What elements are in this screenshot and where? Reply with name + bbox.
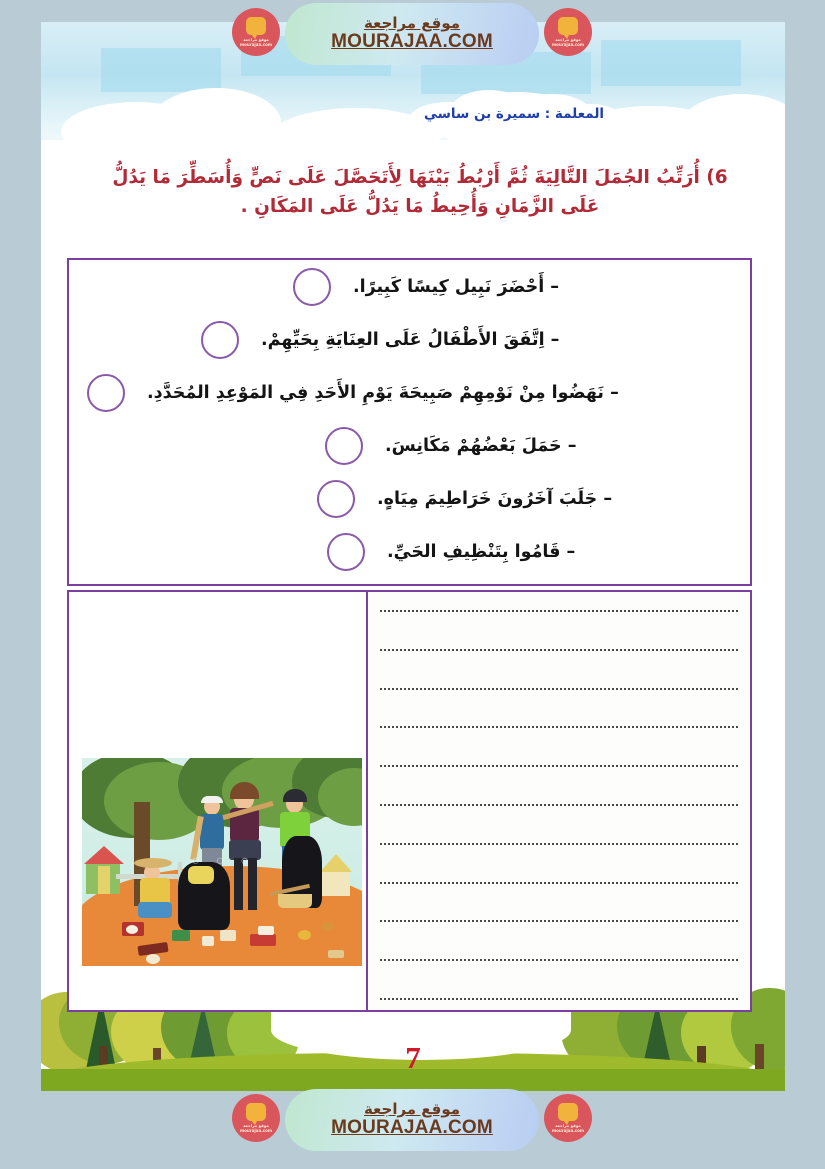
watermark-domain-label: MOURAJAA.COM <box>331 1117 493 1139</box>
order-circle[interactable] <box>317 480 355 518</box>
cleanup-illustration-image <box>82 758 362 966</box>
logo-line-2: mourajaa.com <box>552 1128 585 1133</box>
logo-line-2: mourajaa.com <box>240 1128 273 1133</box>
writing-line[interactable] <box>380 882 738 884</box>
logo-line-2: mourajaa.com <box>240 42 273 47</box>
illustration-panel <box>67 590 366 1012</box>
sentence-row <box>69 260 750 313</box>
sentence-row <box>69 472 750 525</box>
order-circle[interactable] <box>327 533 365 571</box>
order-circle[interactable] <box>325 427 363 465</box>
page-number: 7 <box>405 1040 421 1075</box>
watermark-pill <box>285 1089 539 1151</box>
sentence-row <box>69 313 750 366</box>
instruction-line-2: عَلَى الزَّمَانِ وَأُحِيطُ مَا يَدُلُّ عَلَى المَكَانِ . <box>240 195 600 217</box>
speech-bubble-icon <box>246 17 266 35</box>
writing-line[interactable] <box>380 843 738 845</box>
stock-watermark: ◦ ◦ ◦ <box>190 845 254 876</box>
sentence-text: – جَلَبَ آخَرُونَ خَرَاطِيمَ مِيَاهٍ. <box>377 488 613 509</box>
writing-line[interactable] <box>380 610 738 612</box>
watermark-logo-icon <box>232 8 280 56</box>
writing-line[interactable] <box>380 804 738 806</box>
watermark-logo-icon <box>544 1094 592 1142</box>
logo-line-1: موقع مراجعة <box>555 37 581 42</box>
order-circle[interactable] <box>201 321 239 359</box>
writing-lines-panel[interactable] <box>366 590 752 1012</box>
sentence-row <box>69 419 750 472</box>
watermark-logo-icon <box>232 1094 280 1142</box>
watermark-arabic-label: موقع مراجعة <box>363 1099 461 1118</box>
logo-line-1: موقع مراجعة <box>243 37 269 42</box>
watermark-banner-top[interactable] <box>232 0 592 68</box>
sentence-text: – قَامُوا بِتَنْظِيفِ الحَيِّ. <box>387 541 576 562</box>
sentence-row <box>69 366 750 419</box>
watermark-logo-icon <box>544 8 592 56</box>
writing-line[interactable] <box>380 649 738 651</box>
order-circle[interactable] <box>293 268 331 306</box>
exercise-instruction <box>75 164 765 221</box>
logo-line-1: موقع مراجعة <box>555 1123 581 1128</box>
writing-line[interactable] <box>380 920 738 922</box>
writing-line[interactable] <box>380 765 738 767</box>
order-circle[interactable] <box>87 374 125 412</box>
sentences-box <box>67 258 752 586</box>
watermark-pill <box>285 3 539 65</box>
answer-area <box>67 590 752 1012</box>
instruction-line-1: 6) أُرَتِّبُ الجُمَلَ التَّالِيَةَ ثُمَّ أَرْبُطُ بَيْنَهَا لِأَتَحَصَّلَ عَلَى نَصٍّ وَأُسَطِّرَ مَا يَدُلُّ <box>112 167 728 188</box>
sentence-text: – أَحْضَرَ نَبِيل كِيسًا كَبِيرًا. <box>353 276 560 297</box>
watermark-banner-bottom[interactable] <box>232 1086 592 1154</box>
writing-line[interactable] <box>380 998 738 1000</box>
writing-line[interactable] <box>380 688 738 690</box>
sentence-text: – حَمَلَ بَعْضُهُمْ مَكَانِسَ. <box>385 435 577 456</box>
sentence-text: – اِتَّفَقَ الأَطْفَالُ عَلَى العِنَايَةِ بِحَيِّهِمْ. <box>261 329 560 350</box>
sentence-row <box>69 525 750 578</box>
logo-line-1: موقع مراجعة <box>243 1123 269 1128</box>
writing-line[interactable] <box>380 726 738 728</box>
speech-bubble-icon <box>558 17 578 35</box>
teacher-name-label: المعلمة : سميرة بن ساسي <box>424 106 605 122</box>
writing-line[interactable] <box>380 959 738 961</box>
watermark-arabic-label: موقع مراجعة <box>363 13 461 32</box>
teacher-name-cloud <box>409 90 619 138</box>
speech-bubble-icon <box>558 1103 578 1121</box>
speech-bubble-icon <box>246 1103 266 1121</box>
logo-line-2: mourajaa.com <box>552 42 585 47</box>
sentence-text: – نَهَضُوا مِنْ نَوْمِهِمْ صَبِيحَةَ يَوْمِ الأَحَدِ فِي المَوْعِدِ المُحَدَّدِ. <box>147 382 619 403</box>
worksheet-sheet <box>41 22 785 1091</box>
watermark-domain-label: MOURAJAA.COM <box>331 31 493 53</box>
